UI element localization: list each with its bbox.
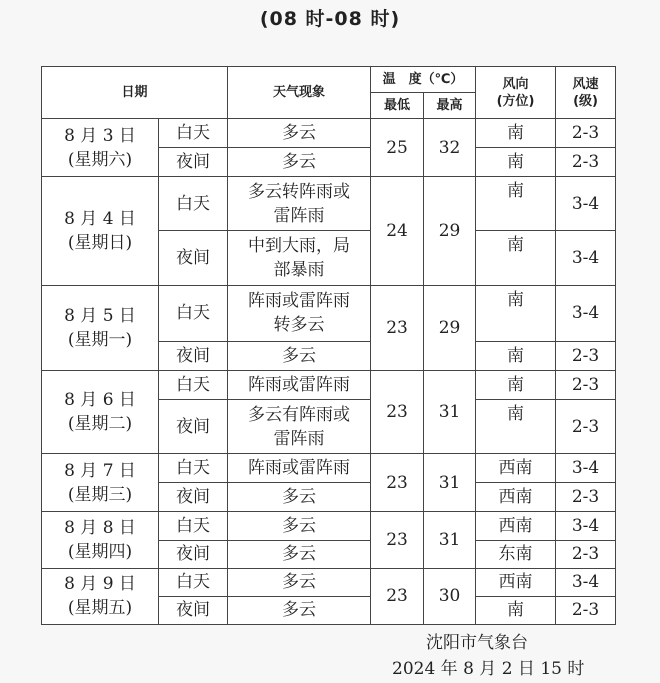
wind-speed: 2-3 bbox=[556, 540, 616, 568]
weather-description bbox=[228, 148, 371, 177]
weather-description bbox=[228, 568, 371, 596]
date-label: 8 月 3 日 bbox=[64, 125, 136, 146]
header-wind-speed bbox=[556, 67, 616, 119]
issuing-station: 沈阳市气象台 bbox=[426, 633, 528, 653]
weather-line: 雷阵雨 bbox=[273, 428, 325, 449]
wind-direction: 西南 bbox=[476, 512, 556, 540]
temp-min: 23 bbox=[371, 370, 424, 453]
weather-line: 多云 bbox=[282, 345, 317, 366]
date-label: 8 月 4 日 bbox=[64, 208, 136, 229]
period-label: 夜间 bbox=[159, 341, 228, 370]
forecast-table bbox=[41, 66, 616, 625]
date-cell bbox=[42, 285, 159, 370]
wind-direction: 西南 bbox=[476, 483, 556, 512]
weather-line: 转多云 bbox=[273, 315, 325, 336]
wind-direction: 西南 bbox=[476, 568, 556, 596]
weather-line: 多云有阵雨或 bbox=[248, 404, 351, 425]
weekday-label: (星期五) bbox=[67, 598, 133, 619]
wind-speed: 2-3 bbox=[556, 483, 616, 512]
period-label: 白天 bbox=[159, 512, 228, 540]
table-row bbox=[42, 177, 616, 231]
header-wind-speed-sub: (级) bbox=[573, 93, 598, 109]
header-wind-speed-label: 风速 bbox=[572, 76, 599, 92]
wind-direction: 南 bbox=[476, 370, 556, 399]
wind-speed: 3-4 bbox=[556, 568, 616, 596]
wind-speed: 2-3 bbox=[556, 148, 616, 177]
weekday-label: (星期六) bbox=[67, 149, 133, 170]
table-row bbox=[42, 119, 616, 148]
wind-speed: 3-4 bbox=[556, 512, 616, 540]
period-label: 夜间 bbox=[159, 148, 228, 177]
weather-description bbox=[228, 119, 371, 148]
weekday-label: (星期一) bbox=[67, 329, 133, 350]
weather-description bbox=[228, 540, 371, 568]
weather-description bbox=[228, 370, 371, 399]
date-cell bbox=[42, 370, 159, 453]
weekday-label: (星期三) bbox=[67, 484, 133, 505]
wind-speed: 2-3 bbox=[556, 400, 616, 454]
weather-description bbox=[228, 341, 371, 370]
date-label: 8 月 9 日 bbox=[64, 574, 136, 595]
date-label: 8 月 5 日 bbox=[64, 305, 136, 326]
wind-speed: 2-3 bbox=[556, 341, 616, 370]
period-label: 白天 bbox=[159, 285, 228, 341]
wind-speed: 3-4 bbox=[556, 285, 616, 341]
wind-speed: 2-3 bbox=[556, 119, 616, 148]
date-label: 8 月 7 日 bbox=[64, 460, 136, 481]
weather-description bbox=[228, 400, 371, 454]
date-label: 8 月 8 日 bbox=[64, 518, 136, 539]
weather-description bbox=[228, 512, 371, 540]
weather-line: 多云 bbox=[282, 516, 317, 537]
issue-time: 2024 年 8 月 2 日 15 时 bbox=[392, 659, 585, 679]
weather-description bbox=[228, 596, 371, 624]
weather-line: 雷阵雨 bbox=[273, 205, 325, 226]
wind-direction: 南 bbox=[476, 177, 556, 231]
weather-line: 部暴雨 bbox=[273, 260, 325, 281]
period-label: 夜间 bbox=[159, 231, 228, 285]
header-wind-direction bbox=[476, 67, 556, 119]
wind-speed: 2-3 bbox=[556, 370, 616, 399]
weather-description bbox=[228, 231, 371, 285]
period-label: 白天 bbox=[159, 119, 228, 148]
weather-line: 多云转阵雨或 bbox=[248, 181, 351, 202]
wind-direction: 南 bbox=[476, 148, 556, 177]
weather-line: 阵雨或雷阵雨 bbox=[248, 291, 351, 312]
period-label: 夜间 bbox=[159, 483, 228, 512]
wind-speed: 3-4 bbox=[556, 454, 616, 483]
weather-line: 多云 bbox=[282, 123, 317, 144]
weather-line: 多云 bbox=[282, 487, 317, 508]
header-wind-direction-label: 风向 bbox=[502, 76, 529, 92]
period-label: 白天 bbox=[159, 568, 228, 596]
date-cell bbox=[42, 512, 159, 568]
weather-line: 阵雨或雷阵雨 bbox=[248, 375, 351, 395]
wind-direction: 东南 bbox=[476, 540, 556, 568]
header-temperature: 温 度（℃） bbox=[371, 67, 476, 93]
wind-direction: 南 bbox=[476, 285, 556, 341]
weather-description bbox=[228, 285, 371, 341]
temp-max: 29 bbox=[424, 285, 476, 370]
weather-line: 多云 bbox=[282, 572, 317, 593]
wind-speed: 3-4 bbox=[556, 231, 616, 285]
table-row bbox=[42, 370, 616, 399]
weekday-label: (星期二) bbox=[67, 414, 133, 435]
period-label: 夜间 bbox=[159, 540, 228, 568]
period-label: 白天 bbox=[159, 454, 228, 483]
header-wind-direction-sub: (方位) bbox=[496, 93, 535, 109]
wind-speed: 2-3 bbox=[556, 596, 616, 624]
temp-max: 29 bbox=[424, 177, 476, 285]
table-row bbox=[42, 285, 616, 341]
wind-direction: 西南 bbox=[476, 454, 556, 483]
temp-min: 23 bbox=[371, 512, 424, 568]
wind-speed: 3-4 bbox=[556, 177, 616, 231]
temp-min: 23 bbox=[371, 285, 424, 370]
weather-line: 中到大雨，局 bbox=[248, 236, 351, 257]
table-row bbox=[42, 454, 616, 483]
date-cell bbox=[42, 568, 159, 624]
wind-direction: 南 bbox=[476, 400, 556, 454]
date-label: 8 月 6 日 bbox=[64, 390, 136, 411]
period-label: 夜间 bbox=[159, 596, 228, 624]
wind-direction: 南 bbox=[476, 231, 556, 285]
date-cell bbox=[42, 454, 159, 512]
weekday-label: (星期四) bbox=[67, 542, 133, 563]
header-weather: 天气现象 bbox=[228, 67, 371, 119]
period-label: 白天 bbox=[159, 177, 228, 231]
temp-max: 31 bbox=[424, 370, 476, 453]
weather-line: 多云 bbox=[282, 544, 317, 565]
temp-max: 32 bbox=[424, 119, 476, 177]
header-date: 日期 bbox=[42, 67, 228, 119]
date-cell bbox=[42, 119, 159, 177]
table-row bbox=[42, 568, 616, 596]
period-label: 白天 bbox=[159, 370, 228, 399]
date-cell bbox=[42, 177, 159, 285]
weather-line: 多云 bbox=[282, 152, 317, 173]
temp-max: 31 bbox=[424, 454, 476, 512]
table-row bbox=[42, 512, 616, 540]
period-label: 夜间 bbox=[159, 400, 228, 454]
temp-max: 30 bbox=[424, 568, 476, 624]
weather-line: 多云 bbox=[282, 600, 317, 621]
header-temp-max: 最高 bbox=[424, 93, 476, 119]
temp-min: 25 bbox=[371, 119, 424, 177]
wind-direction: 南 bbox=[476, 596, 556, 624]
temp-min: 24 bbox=[371, 177, 424, 285]
forecast-period-title: (08 时-08 时) bbox=[259, 8, 401, 30]
weather-description bbox=[228, 454, 371, 483]
wind-direction: 南 bbox=[476, 341, 556, 370]
wind-direction: 南 bbox=[476, 119, 556, 148]
weekday-label: (星期日) bbox=[67, 232, 133, 253]
weather-line: 阵雨或雷阵雨 bbox=[248, 458, 351, 479]
temp-max: 31 bbox=[424, 512, 476, 568]
temp-min: 23 bbox=[371, 568, 424, 624]
weather-description bbox=[228, 177, 371, 231]
weather-description bbox=[228, 483, 371, 512]
header-temp-min: 最低 bbox=[371, 93, 424, 119]
temp-min: 23 bbox=[371, 454, 424, 512]
